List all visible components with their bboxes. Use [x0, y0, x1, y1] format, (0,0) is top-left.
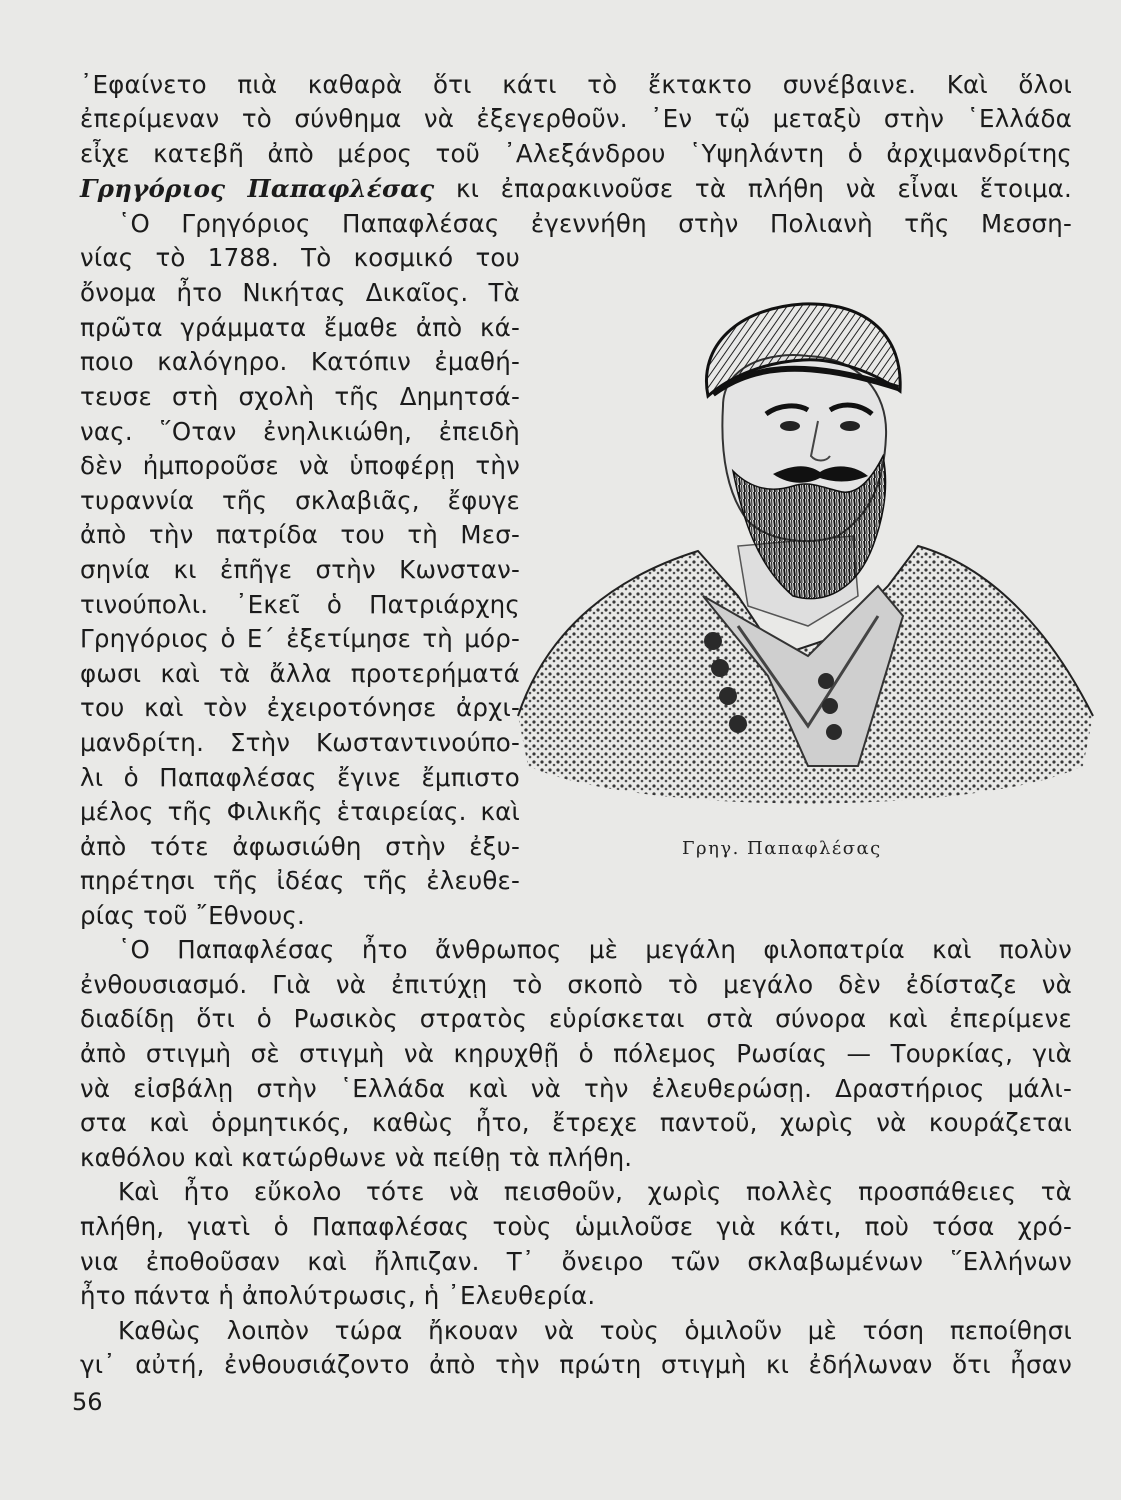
- text-line: ῾Ο Γρηγόριος Παπαφλέσας ἐγεννήθη στὴν Πολιανὴ τῆς Μεσση-: [118, 209, 1072, 238]
- text-line: ἦτο πάντα ἡ ἀπολύτρωσις, ἡ ᾽Ελευθερία.: [80, 1281, 596, 1310]
- text-line: ρίας τοῦ ῎Εθνους.: [80, 901, 306, 930]
- text-line: λι ὁ Παπαφλέσας ἔγινε ἔμπιστο: [80, 763, 520, 792]
- text-line: ὄνομα ἦτο Νικήτας Δικαῖος. Τὰ: [80, 278, 520, 307]
- text-line: ἐνθουσιασμό. Γιὰ νὰ ἐπιτύχῃ τὸ σκοπὸ τὸ μεγάλο δὲν ἐδίσταζε νὰ: [80, 970, 1072, 999]
- bold-name: Γρηγόριος Παπαφλέσας: [80, 174, 435, 203]
- text-line: στα καὶ ὁρμητικός, καθὼς ἦτο, ἔτρεχε παντοῦ, χωρὶς νὰ κουράζεται: [80, 1108, 1072, 1137]
- text-line: νὰ εἰσβάλῃ στὴν ῾Ελλάδα καὶ νὰ τὴν ἐλευθερώσῃ. Δραστήριος μάλι-: [80, 1074, 1072, 1103]
- text-line: νίας τὸ 1788. Τὸ κοσμικό του: [80, 243, 520, 272]
- page-number: 56: [72, 1388, 103, 1416]
- text-line: τυραννία τῆς σκλαβιᾶς, ἔφυγε: [80, 486, 520, 515]
- text-line: ἀπὸ τότε ἀφωσιώθη στὴν ἐξυ-: [80, 832, 520, 861]
- text-line: τινούπολι. ᾽Εκεῖ ὁ Πατριάρχης: [80, 590, 520, 619]
- text-line: ᾽Εφαίνετο πιὰ καθαρὰ ὅτι κάτι τὸ ἔκτακτο συνέβαινε. Καὶ ὅλοι: [80, 70, 1072, 99]
- portrait-caption: Γρηγ. Παπαφλέσας: [682, 838, 882, 859]
- text-line: Καθὼς λοιπὸν τώρα ἤκουαν νὰ τοὺς ὁμιλοῦν μὲ τόση πεποίθησι: [118, 1316, 1072, 1345]
- text-line: ἐπερίμεναν τὸ σύνθημα νὰ ἐξεγερθοῦν. ᾽Εν τῷ μεταξὺ στὴν ῾Ελλάδα: [80, 104, 1072, 133]
- portrait-illustration: [508, 296, 1100, 836]
- text-line: εἶχε κατεβῆ ἀπὸ μέρος τοῦ ᾽Αλεξάνδρου ῾Υψηλάντη ὁ ἀρχιμανδρίτης: [80, 139, 1072, 168]
- text-line: πηρέτησι τῆς ἰδέας τῆς ἐλευθε-: [80, 866, 520, 895]
- text-line: πλήθη, γιατὶ ὁ Παπαφλέσας τοὺς ὡμιλοῦσε γιὰ κάτι, ποὺ τόσα χρό-: [80, 1212, 1072, 1241]
- text-line: γι᾽ αὐτή, ἐνθουσιάζοντο ἀπὸ τὴν πρώτη στιγμὴ κι ἐδήλωναν ὅτι ἦσαν: [80, 1350, 1072, 1379]
- text-line: δὲν ἠμποροῦσε νὰ ὑποφέρῃ τὴν: [80, 451, 520, 480]
- text-line-with-name: [80, 174, 1072, 204]
- text-line: ῾Ο Παπαφλέσας ἦτο ἄνθρωπος μὲ μεγάλη φιλοπατρία καὶ πολὺν: [118, 935, 1072, 964]
- text-line: Καὶ ἦτο εὔκολο τότε νὰ πεισθοῦν, χωρὶς πολλὲς προσπάθειες τὰ: [118, 1177, 1072, 1206]
- text-line: ποιο καλόγηρο. Κατόπιν ἐμαθή-: [80, 347, 520, 376]
- text-line: μέλος τῆς Φιλικῆς ἑταιρείας. καὶ: [80, 797, 520, 826]
- text-line: ἀπὸ στιγμὴ σὲ στιγμὴ νὰ κηρυχθῇ ὁ πόλεμος Ρωσίας — Τουρκίας, γιὰ: [80, 1039, 1072, 1068]
- text-line: νας. ῞Οταν ἐνηλικιώθη, ἐπειδὴ: [80, 417, 520, 446]
- text-line: φωσι καὶ τὰ ἄλλα προτερήματά: [80, 659, 520, 688]
- text-line: διαδίδῃ ὅτι ὁ Ρωσικὸς στρατὸς εὑρίσκεται στὰ σύνορα καὶ ἐπερίμενε: [80, 1004, 1072, 1033]
- text-line: τευσε στὴ σχολὴ τῆς Δημητσά-: [80, 382, 520, 411]
- text-line: πρῶτα γράμματα ἔμαθε ἀπὸ κά-: [80, 313, 520, 342]
- text-fragment: κι ἐπαρακινοῦσε τὰ πλήθη νὰ εἶναι ἕτοιμα.: [456, 174, 1072, 203]
- text-line: καθόλου καὶ κατώρθωνε νὰ πείθῃ τὰ πλήθη.: [80, 1143, 633, 1172]
- text-line: σηνία κι ἐπῆγε στὴν Κωνσταν-: [80, 555, 520, 584]
- text-line: του καὶ τὸν ἐχειροτόνησε ἀρχι-: [80, 693, 520, 722]
- text-line: μανδρίτη. Στὴν Κωσταντινούπο-: [80, 728, 520, 757]
- text-line: Γρηγόριος ὁ Ε΄ ἐξετίμησε τὴ μόρ-: [80, 624, 520, 653]
- text-line: νια ἐποθοῦσαν καὶ ἤλπιζαν. Τ᾽ ὄνειρο τῶν σκλαβωμένων ῞Ελλήνων: [80, 1247, 1072, 1276]
- text-line: ἀπὸ τὴν πατρίδα του τὴ Μεσ-: [80, 520, 520, 549]
